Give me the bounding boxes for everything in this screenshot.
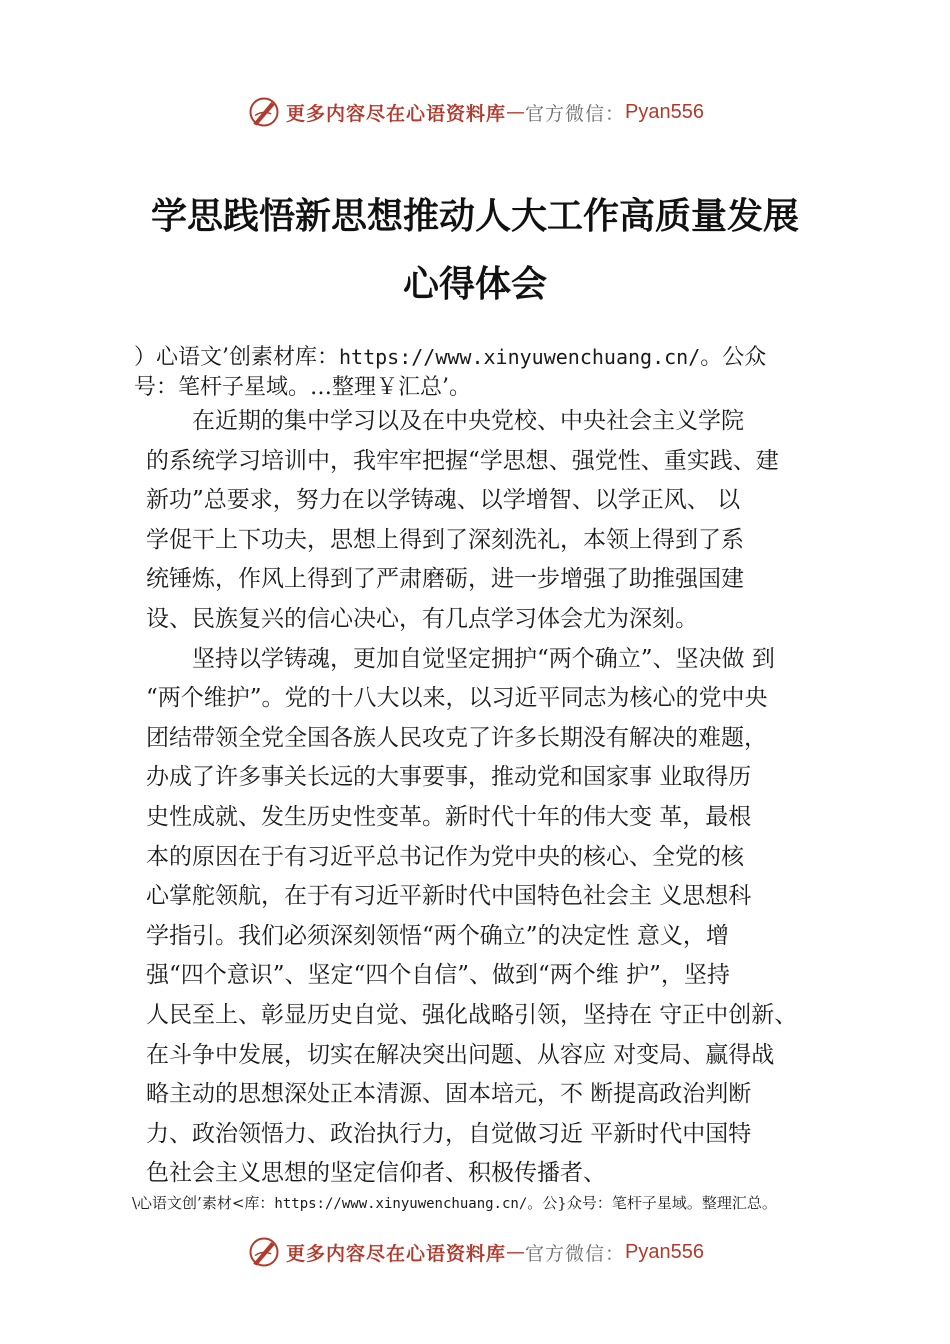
body-line: 办成了许多事关长远的大事要事，推动党和国家事 业取得历: [146, 764, 752, 791]
body-line: 强“四个意识”、坚定“四个自信”、做到“两个维 护”，坚持: [146, 962, 730, 989]
bottom-banner: [0, 1232, 950, 1272]
footer-source-suffix: 。公}众号：笔杆子星域。整理汇总。: [527, 1194, 777, 1212]
source-header-line1: [134, 340, 766, 371]
banner-library-text: 更多内容尽在心语资料库: [286, 1242, 507, 1265]
footer-source-url[interactable]: https://www.xinyuwenchuang.cn/: [274, 1196, 528, 1212]
body-line: 新功”总要求，努力在以学铸魂、以学增智、以学正风、 以: [146, 487, 741, 514]
banner-wechat-label: 官方微信：: [525, 102, 626, 125]
body-line: 色社会主义思想的坚定信仰者、积极传播者、: [146, 1160, 606, 1187]
banner-separator: —: [506, 1241, 526, 1263]
document-title-line2: 心得体会: [402, 263, 547, 305]
banner-library-text: 更多内容尽在心语资料库: [286, 102, 507, 125]
body-line: 力、政治领悟力、政治执行力，自觉做习近 平新时代中国特: [146, 1120, 752, 1147]
source-header-suffix: 。公众: [700, 345, 767, 370]
pen-circle-logo-icon: [246, 1234, 282, 1270]
footer-source-line: [132, 1192, 777, 1213]
banner-wechat-id: Pyan556: [625, 1240, 704, 1263]
body-line: 在近期的集中学习以及在中央党校、中央社会主义学院: [146, 408, 744, 434]
body-line: 坚持以学铸魂，更加自觉坚定拥护“两个确立”、坚决做 到: [146, 645, 775, 672]
body-text: [146, 402, 846, 1194]
banner-wechat-id: Pyan556: [625, 100, 704, 123]
body-line: 心掌舵领航，在于有习近平新时代中国特色社会主 义思想科: [146, 883, 752, 910]
banner-separator: —: [506, 101, 526, 123]
body-line: 略主动的思想深处正本清源、固本培元，不 断提高政治判断: [146, 1081, 752, 1108]
body-line: 史性成就、发生历史性变革。新时代十年的伟大变 革，最根: [146, 803, 752, 830]
body-line: 学促干上下功夫，思想上得到了深刻洗礼，本领上得到了系: [146, 526, 744, 553]
footer-source-prefix: \心语文创’素材<库：: [132, 1194, 275, 1212]
body-line: 统锤炼，作风上得到了严肃磨砺，进一步增强了助推强国建: [146, 566, 744, 593]
pen-circle-logo-icon: [246, 94, 282, 130]
source-header-url[interactable]: https://www.xinyuwenchuang.cn/: [339, 345, 701, 369]
document-title-line1: 学思践悟新思想推动人大工作高质量发展: [150, 195, 799, 237]
body-line: 设、民族复兴的信心决心，有几点学习体会尤为深刻。: [146, 605, 698, 632]
banner-wechat-label: 官方微信：: [525, 1242, 626, 1265]
body-line: 本的原因在于有习近平总书记作为党中央的核心、全党的核: [146, 843, 744, 870]
body-line: 学指引。我们必须深刻领悟“两个确立”的决定性 意义，增: [146, 922, 729, 949]
top-banner: [0, 92, 950, 132]
body-line: 的系统学习培训中，我牢牢把握“学思想、强党性、重实践、建: [146, 447, 779, 474]
body-line: 在斗争中发展，切实在解决突出问题、从容应 对变局、赢得战: [146, 1041, 775, 1068]
source-header-prefix: ）心语文’创素材库：: [134, 345, 339, 370]
body-line: 团结带领全党全国各族人民攻克了许多长期没有解决的难题，: [146, 724, 767, 751]
body-line: 人民至上、彰显历史自觉、强化战略引领，坚持在 守正中创新、: [146, 1001, 798, 1028]
source-header-line2: 号：笔杆子星域。…整理￥汇总’。: [134, 375, 471, 400]
body-line: “两个维护”。党的十八大以来，以习近平同志为核心的党中央: [146, 685, 768, 712]
